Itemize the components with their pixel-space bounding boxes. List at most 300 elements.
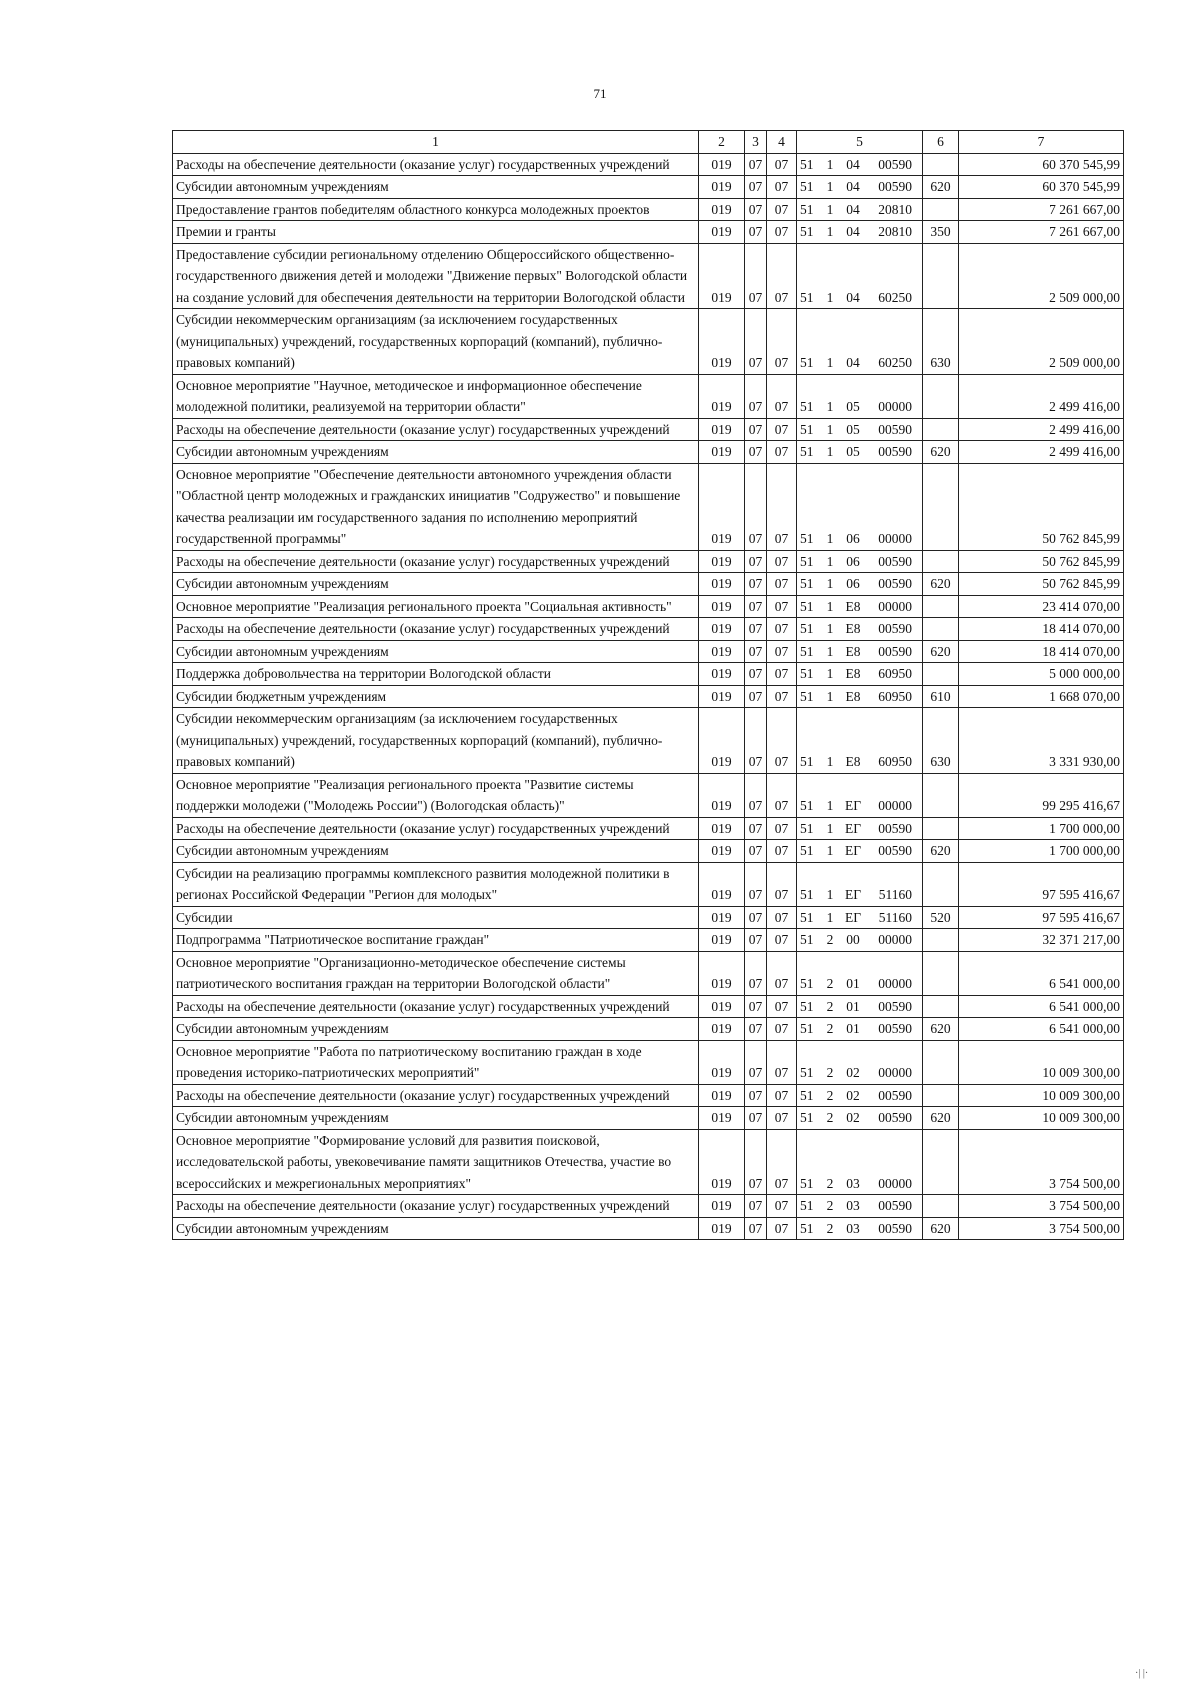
target-code-part: 05 bbox=[846, 399, 860, 414]
row-name: Расходы на обеспечение деятельности (оказание услуг) государственных учреждений bbox=[173, 817, 699, 840]
row-ministry-code: 019 bbox=[699, 929, 745, 952]
row-name: Поддержка добровольчества на территории Вологодской области bbox=[173, 663, 699, 686]
row-target-code bbox=[797, 1195, 923, 1218]
row-section-code: 07 bbox=[745, 1018, 767, 1041]
row-section-code: 07 bbox=[745, 995, 767, 1018]
target-code-part: 51 bbox=[800, 421, 814, 437]
row-expense-type: 620 bbox=[923, 1107, 959, 1130]
target-code-part: 04 bbox=[846, 289, 860, 305]
table-row bbox=[173, 773, 1124, 817]
target-code-part: 51 bbox=[800, 289, 814, 305]
row-subsection-code: 07 bbox=[767, 640, 797, 663]
target-code-part: 1 bbox=[826, 754, 834, 769]
row-section-code: 07 bbox=[745, 243, 767, 309]
row-amount: 1 700 000,00 bbox=[959, 840, 1124, 863]
target-code-part: 06 bbox=[846, 553, 860, 569]
target-code-part: ЕГ bbox=[844, 820, 862, 836]
row-name: Субсидии некоммерческим организациям (за исключением государственных (муниципальных) учреждений, государственных корпораций (компаний), публично-правовых компаний) bbox=[173, 708, 699, 774]
row-section-code: 07 bbox=[745, 1084, 767, 1107]
row-subsection-code: 07 bbox=[767, 153, 797, 176]
row-ministry-code: 019 bbox=[699, 1084, 745, 1107]
row-section-code: 07 bbox=[745, 418, 767, 441]
target-code-part: 1 bbox=[826, 666, 834, 681]
row-name: Субсидии некоммерческим организациям (за исключением государственных (муниципальных) учреждений, государственных корпораций (компаний), публично-правовых компаний) bbox=[173, 309, 699, 375]
row-target-code bbox=[797, 773, 923, 817]
target-code-part: 2 bbox=[826, 998, 834, 1014]
target-code-part: 51 bbox=[800, 998, 814, 1014]
row-subsection-code: 07 bbox=[767, 463, 797, 550]
target-code-part: 51 bbox=[800, 1087, 814, 1103]
row-target-code bbox=[797, 1129, 923, 1195]
row-expense-type: 620 bbox=[923, 1217, 959, 1240]
table-row bbox=[173, 463, 1124, 550]
target-code-part: 00 bbox=[846, 932, 860, 947]
row-amount: 1 668 070,00 bbox=[959, 685, 1124, 708]
column-header: 3 bbox=[745, 131, 767, 154]
row-amount: 50 762 845,99 bbox=[959, 463, 1124, 550]
target-code-part: 1 bbox=[826, 688, 834, 704]
row-expense-type bbox=[923, 418, 959, 441]
target-code-part: 51160 bbox=[878, 909, 912, 925]
target-code-part: 51 bbox=[800, 156, 814, 172]
target-code-part: 2 bbox=[826, 1220, 834, 1236]
target-code-part: 51 bbox=[800, 444, 814, 459]
row-name: Субсидии автономным учреждениям bbox=[173, 573, 699, 596]
row-subsection-code: 07 bbox=[767, 817, 797, 840]
row-amount: 7 261 667,00 bbox=[959, 221, 1124, 244]
row-target-code bbox=[797, 153, 923, 176]
row-section-code: 07 bbox=[745, 685, 767, 708]
target-code-part: ЕГ bbox=[844, 843, 862, 858]
target-code-part: E8 bbox=[845, 666, 861, 681]
row-expense-type: 620 bbox=[923, 640, 959, 663]
row-amount: 23 414 070,00 bbox=[959, 595, 1124, 618]
table-row bbox=[173, 309, 1124, 375]
table-row bbox=[173, 1084, 1124, 1107]
row-name: Подпрограмма "Патриотическое воспитание граждан" bbox=[173, 929, 699, 952]
row-name: Субсидии автономным учреждениям bbox=[173, 1018, 699, 1041]
target-code-part: 00590 bbox=[878, 421, 912, 437]
row-ministry-code: 019 bbox=[699, 176, 745, 199]
table-row bbox=[173, 1018, 1124, 1041]
row-target-code bbox=[797, 817, 923, 840]
row-section-code: 07 bbox=[745, 1107, 767, 1130]
table-row bbox=[173, 840, 1124, 863]
table-row bbox=[173, 951, 1124, 995]
row-subsection-code: 07 bbox=[767, 708, 797, 774]
target-code-part: 2 bbox=[826, 1110, 834, 1125]
row-amount: 50 762 845,99 bbox=[959, 550, 1124, 573]
target-code-part: 02 bbox=[846, 1087, 860, 1103]
table-row bbox=[173, 685, 1124, 708]
target-code-part: 1 bbox=[826, 355, 834, 370]
target-code-part: 60950 bbox=[878, 754, 912, 769]
row-ministry-code: 019 bbox=[699, 1018, 745, 1041]
row-ministry-code: 019 bbox=[699, 862, 745, 906]
row-name: Основное мероприятие "Работа по патриотическому воспитанию граждан в ходе проведения историко-патриотических мероприятий" bbox=[173, 1040, 699, 1084]
target-code-part: 51 bbox=[800, 1220, 814, 1236]
row-target-code bbox=[797, 221, 923, 244]
row-ministry-code: 019 bbox=[699, 640, 745, 663]
row-expense-type: 610 bbox=[923, 685, 959, 708]
row-expense-type bbox=[923, 463, 959, 550]
row-subsection-code: 07 bbox=[767, 685, 797, 708]
target-code-part: 00590 bbox=[878, 156, 912, 172]
row-section-code: 07 bbox=[745, 906, 767, 929]
row-ministry-code: 019 bbox=[699, 441, 745, 464]
target-code-part: 01 bbox=[846, 976, 860, 991]
row-name: Субсидии автономным учреждениям bbox=[173, 640, 699, 663]
target-code-part: 51 bbox=[800, 1175, 814, 1191]
row-subsection-code: 07 bbox=[767, 663, 797, 686]
row-amount: 2 499 416,00 bbox=[959, 441, 1124, 464]
row-target-code bbox=[797, 995, 923, 1018]
page-number: 71 bbox=[593, 86, 607, 101]
row-target-code bbox=[797, 198, 923, 221]
table-body bbox=[173, 153, 1124, 1240]
row-ministry-code: 019 bbox=[699, 817, 745, 840]
table-row bbox=[173, 929, 1124, 952]
row-expense-type: 620 bbox=[923, 1018, 959, 1041]
row-amount: 5 000 000,00 bbox=[959, 663, 1124, 686]
row-amount: 3 331 930,00 bbox=[959, 708, 1124, 774]
target-code-part: 04 bbox=[846, 179, 860, 194]
row-expense-type bbox=[923, 198, 959, 221]
target-code-part: 04 bbox=[846, 224, 860, 239]
row-section-code: 07 bbox=[745, 640, 767, 663]
row-target-code bbox=[797, 906, 923, 929]
target-code-part: 04 bbox=[846, 156, 860, 172]
row-amount: 32 371 217,00 bbox=[959, 929, 1124, 952]
row-section-code: 07 bbox=[745, 951, 767, 995]
target-code-part: 03 bbox=[846, 1198, 860, 1213]
row-ministry-code: 019 bbox=[699, 595, 745, 618]
row-target-code bbox=[797, 418, 923, 441]
row-amount: 2 499 416,00 bbox=[959, 418, 1124, 441]
row-subsection-code: 07 bbox=[767, 243, 797, 309]
target-code-part: 00000 bbox=[878, 798, 912, 813]
row-name: Субсидии на реализацию программы комплексного развития молодежной политики в регионах Российской Федерации "Регион для молодых" bbox=[173, 862, 699, 906]
target-code-part: 2 bbox=[826, 1021, 834, 1036]
target-code-part: 20810 bbox=[878, 224, 912, 239]
column-header: 6 bbox=[923, 131, 959, 154]
row-target-code bbox=[797, 1084, 923, 1107]
row-expense-type bbox=[923, 951, 959, 995]
row-ministry-code: 019 bbox=[699, 618, 745, 641]
row-expense-type bbox=[923, 374, 959, 418]
row-target-code bbox=[797, 595, 923, 618]
target-code-part: 1 bbox=[826, 553, 834, 569]
target-code-part: E8 bbox=[845, 621, 861, 636]
row-target-code bbox=[797, 309, 923, 375]
budget-table bbox=[172, 130, 1124, 1240]
row-subsection-code: 07 bbox=[767, 1040, 797, 1084]
row-target-code bbox=[797, 840, 923, 863]
target-code-part: 51 bbox=[800, 688, 814, 704]
table-row bbox=[173, 573, 1124, 596]
row-expense-type: 620 bbox=[923, 176, 959, 199]
target-code-part: 51 bbox=[800, 621, 814, 636]
target-code-part: 51 bbox=[800, 887, 814, 902]
table-row bbox=[173, 906, 1124, 929]
row-subsection-code: 07 bbox=[767, 595, 797, 618]
row-expense-type bbox=[923, 1129, 959, 1195]
row-name: Предоставление грантов победителям областного конкурса молодежных проектов bbox=[173, 198, 699, 221]
table-row bbox=[173, 708, 1124, 774]
target-code-part: 00590 bbox=[878, 576, 912, 591]
row-target-code bbox=[797, 441, 923, 464]
row-expense-type bbox=[923, 550, 959, 573]
row-subsection-code: 07 bbox=[767, 176, 797, 199]
row-name: Расходы на обеспечение деятельности (оказание услуг) государственных учреждений bbox=[173, 995, 699, 1018]
target-code-part: 1 bbox=[826, 843, 834, 858]
target-code-part: 02 bbox=[846, 1065, 860, 1080]
row-name: Субсидии автономным учреждениям bbox=[173, 1107, 699, 1130]
row-name: Предоставление субсидии региональному отделению Общероссийского общественно-государственного движения детей и молодежи "Движение первых" Вологодской области на создание условий для обеспечения деятельности на территории Вологодской области bbox=[173, 243, 699, 309]
target-code-part: 00590 bbox=[878, 998, 912, 1014]
row-name: Основное мероприятие "Организационно-методическое обеспечение системы патриотического воспитания граждан на территории Вологодской области" bbox=[173, 951, 699, 995]
row-amount: 18 414 070,00 bbox=[959, 618, 1124, 641]
row-ministry-code: 019 bbox=[699, 418, 745, 441]
target-code-part: 20810 bbox=[878, 201, 912, 217]
target-code-part: 1 bbox=[826, 156, 834, 172]
row-amount: 50 762 845,99 bbox=[959, 573, 1124, 596]
target-code-part: 51 bbox=[800, 754, 814, 769]
table-row bbox=[173, 618, 1124, 641]
row-section-code: 07 bbox=[745, 929, 767, 952]
table-row bbox=[173, 595, 1124, 618]
target-code-part: 51 bbox=[800, 598, 814, 614]
row-subsection-code: 07 bbox=[767, 418, 797, 441]
row-target-code bbox=[797, 685, 923, 708]
row-target-code bbox=[797, 708, 923, 774]
row-subsection-code: 07 bbox=[767, 221, 797, 244]
row-amount: 60 370 545,99 bbox=[959, 153, 1124, 176]
target-code-part: 51 bbox=[800, 843, 814, 858]
row-ministry-code: 019 bbox=[699, 840, 745, 863]
column-header: 5 bbox=[797, 131, 923, 154]
row-amount: 3 754 500,00 bbox=[959, 1217, 1124, 1240]
row-expense-type: 620 bbox=[923, 441, 959, 464]
row-expense-type bbox=[923, 243, 959, 309]
target-code-part: 1 bbox=[826, 909, 834, 925]
target-code-part: 1 bbox=[826, 179, 834, 194]
table-row bbox=[173, 1129, 1124, 1195]
scan-mark: ·| |· bbox=[1135, 1668, 1149, 1679]
row-section-code: 07 bbox=[745, 663, 767, 686]
target-code-part: 51 bbox=[800, 355, 814, 370]
target-code-part: 51 bbox=[800, 576, 814, 591]
row-subsection-code: 07 bbox=[767, 573, 797, 596]
target-code-part: 51 bbox=[800, 932, 814, 947]
target-code-part: 00000 bbox=[878, 976, 912, 991]
target-code-part: 2 bbox=[826, 932, 834, 947]
target-code-part: E8 bbox=[845, 754, 861, 769]
row-expense-type: 630 bbox=[923, 708, 959, 774]
row-section-code: 07 bbox=[745, 817, 767, 840]
row-expense-type bbox=[923, 773, 959, 817]
row-section-code: 07 bbox=[745, 573, 767, 596]
row-amount: 3 754 500,00 bbox=[959, 1129, 1124, 1195]
row-amount: 10 009 300,00 bbox=[959, 1107, 1124, 1130]
target-code-part: 2 bbox=[826, 1175, 834, 1191]
table-row bbox=[173, 198, 1124, 221]
target-code-part: 51 bbox=[800, 201, 814, 217]
target-code-part: 04 bbox=[846, 355, 860, 370]
row-section-code: 07 bbox=[745, 463, 767, 550]
row-target-code bbox=[797, 1107, 923, 1130]
row-expense-type: 350 bbox=[923, 221, 959, 244]
row-name: Субсидии автономным учреждениям bbox=[173, 840, 699, 863]
row-amount: 97 595 416,67 bbox=[959, 862, 1124, 906]
row-section-code: 07 bbox=[745, 550, 767, 573]
target-code-part: 00000 bbox=[878, 598, 912, 614]
target-code-part: 2 bbox=[826, 1198, 834, 1213]
target-code-part: 00590 bbox=[878, 444, 912, 459]
row-amount: 60 370 545,99 bbox=[959, 176, 1124, 199]
target-code-part: 51 bbox=[800, 553, 814, 569]
row-ministry-code: 019 bbox=[699, 309, 745, 375]
row-section-code: 07 bbox=[745, 595, 767, 618]
row-name: Расходы на обеспечение деятельности (оказание услуг) государственных учреждений bbox=[173, 418, 699, 441]
column-header: 2 bbox=[699, 131, 745, 154]
table-row bbox=[173, 418, 1124, 441]
target-code-part: 00000 bbox=[878, 932, 912, 947]
row-amount: 1 700 000,00 bbox=[959, 817, 1124, 840]
row-ministry-code: 019 bbox=[699, 198, 745, 221]
target-code-part: 00590 bbox=[878, 643, 912, 659]
target-code-part: 1 bbox=[826, 224, 834, 239]
target-code-part: 60250 bbox=[878, 355, 912, 370]
row-subsection-code: 07 bbox=[767, 840, 797, 863]
row-expense-type bbox=[923, 595, 959, 618]
target-code-part: 1 bbox=[826, 201, 834, 217]
row-expense-type bbox=[923, 1040, 959, 1084]
row-amount: 6 541 000,00 bbox=[959, 1018, 1124, 1041]
table-row bbox=[173, 153, 1124, 176]
row-expense-type: 630 bbox=[923, 309, 959, 375]
row-amount: 18 414 070,00 bbox=[959, 640, 1124, 663]
row-expense-type bbox=[923, 862, 959, 906]
row-name: Основное мероприятие "Научное, методическое и информационное обеспечение молодежной политики, реализуемой на территории области" bbox=[173, 374, 699, 418]
row-name: Основное мероприятие "Формирование условий для развития поисковой, исследовательской работы, увековечивание памяти защитников Отечества, участие во всероссийских и межрегиональных мероприятиях" bbox=[173, 1129, 699, 1195]
row-expense-type bbox=[923, 995, 959, 1018]
row-section-code: 07 bbox=[745, 618, 767, 641]
row-subsection-code: 07 bbox=[767, 198, 797, 221]
table-row bbox=[173, 1195, 1124, 1218]
row-amount: 7 261 667,00 bbox=[959, 198, 1124, 221]
target-code-part: 05 bbox=[846, 421, 860, 437]
row-subsection-code: 07 bbox=[767, 1217, 797, 1240]
target-code-part: 00590 bbox=[878, 553, 912, 569]
row-target-code bbox=[797, 929, 923, 952]
row-target-code bbox=[797, 374, 923, 418]
column-header: 7 bbox=[959, 131, 1124, 154]
table-row bbox=[173, 663, 1124, 686]
row-expense-type bbox=[923, 929, 959, 952]
row-subsection-code: 07 bbox=[767, 995, 797, 1018]
row-expense-type bbox=[923, 817, 959, 840]
row-expense-type bbox=[923, 1195, 959, 1218]
table-row bbox=[173, 221, 1124, 244]
target-code-part: 00590 bbox=[878, 621, 912, 636]
row-subsection-code: 07 bbox=[767, 1195, 797, 1218]
row-subsection-code: 07 bbox=[767, 929, 797, 952]
row-subsection-code: 07 bbox=[767, 773, 797, 817]
target-code-part: 51 bbox=[800, 399, 814, 414]
row-expense-type bbox=[923, 1084, 959, 1107]
row-target-code bbox=[797, 243, 923, 309]
row-section-code: 07 bbox=[745, 840, 767, 863]
row-expense-type: 520 bbox=[923, 906, 959, 929]
row-ministry-code: 019 bbox=[699, 663, 745, 686]
target-code-part: 1 bbox=[826, 399, 834, 414]
row-ministry-code: 019 bbox=[699, 243, 745, 309]
row-name: Премии и гранты bbox=[173, 221, 699, 244]
row-name: Основное мероприятие "Обеспечение деятельности автономного учреждения области "Областной центр молодежных и гражданских инициатив "Содружество" и повышение качества реализации им государственного задания по исполнению мероприятий государственной программы" bbox=[173, 463, 699, 550]
target-code-part: 51 bbox=[800, 643, 814, 659]
target-code-part: 00000 bbox=[878, 531, 912, 546]
target-code-part: 00590 bbox=[878, 1220, 912, 1236]
row-name: Расходы на обеспечение деятельности (оказание услуг) государственных учреждений bbox=[173, 1195, 699, 1218]
target-code-part: 51 bbox=[800, 798, 814, 813]
row-name: Субсидии автономным учреждениям bbox=[173, 1217, 699, 1240]
row-section-code: 07 bbox=[745, 1040, 767, 1084]
target-code-part: 00590 bbox=[878, 820, 912, 836]
target-code-part: 03 bbox=[846, 1175, 860, 1191]
target-code-part: 51 bbox=[800, 820, 814, 836]
table-row bbox=[173, 1107, 1124, 1130]
row-name: Расходы на обеспечение деятельности (оказание услуг) государственных учреждений bbox=[173, 618, 699, 641]
target-code-part: 51 bbox=[800, 909, 814, 925]
row-subsection-code: 07 bbox=[767, 951, 797, 995]
target-code-part: 51 bbox=[800, 976, 814, 991]
row-name: Расходы на обеспечение деятельности (оказание услуг) государственных учреждений bbox=[173, 153, 699, 176]
row-amount: 2 499 416,00 bbox=[959, 374, 1124, 418]
row-amount: 2 509 000,00 bbox=[959, 309, 1124, 375]
target-code-part: 02 bbox=[846, 1110, 860, 1125]
row-subsection-code: 07 bbox=[767, 1107, 797, 1130]
target-code-part: ЕГ bbox=[844, 887, 862, 902]
target-code-part: 51 bbox=[800, 531, 814, 546]
row-section-code: 07 bbox=[745, 374, 767, 418]
target-code-part: 1 bbox=[826, 531, 834, 546]
target-code-part: 51 bbox=[800, 1198, 814, 1213]
row-target-code bbox=[797, 1040, 923, 1084]
row-expense-type bbox=[923, 663, 959, 686]
column-header: 4 bbox=[767, 131, 797, 154]
row-target-code bbox=[797, 550, 923, 573]
target-code-part: 00590 bbox=[878, 1087, 912, 1103]
target-code-part: 1 bbox=[826, 887, 834, 902]
table-row bbox=[173, 176, 1124, 199]
target-code-part: 04 bbox=[846, 201, 860, 217]
row-section-code: 07 bbox=[745, 441, 767, 464]
target-code-part: 51160 bbox=[878, 887, 912, 902]
row-name: Расходы на обеспечение деятельности (оказание услуг) государственных учреждений bbox=[173, 550, 699, 573]
target-code-part: E8 bbox=[845, 643, 861, 659]
row-amount: 6 541 000,00 bbox=[959, 995, 1124, 1018]
target-code-part: 1 bbox=[826, 643, 834, 659]
row-subsection-code: 07 bbox=[767, 441, 797, 464]
table-row bbox=[173, 243, 1124, 309]
target-code-part: 06 bbox=[846, 576, 860, 591]
target-code-part: ЕГ bbox=[844, 909, 862, 925]
target-code-part: ЕГ bbox=[844, 798, 862, 813]
row-name: Субсидии bbox=[173, 906, 699, 929]
target-code-part: 60950 bbox=[878, 688, 912, 704]
target-code-part: 00000 bbox=[878, 399, 912, 414]
